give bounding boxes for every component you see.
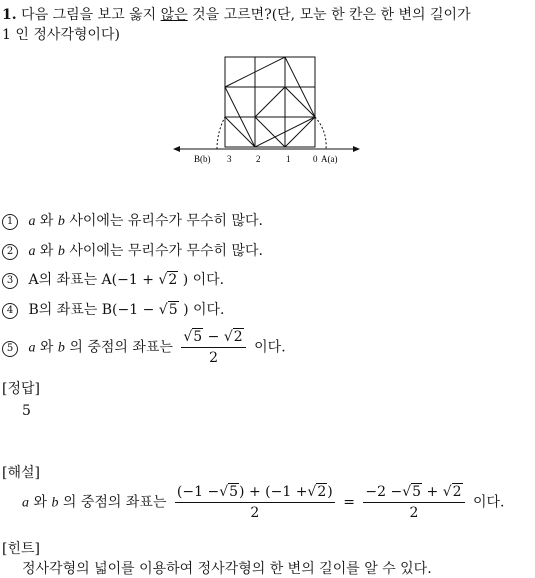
sqrt: √5: [158, 302, 178, 318]
radicand: 2: [452, 484, 462, 500]
explanation-text-post: 이다.: [472, 494, 505, 511]
option-text-pre: A의 좌표는 A(−1 +: [28, 272, 154, 288]
option-marker: 4: [2, 303, 18, 319]
word-wa: 와: [39, 213, 54, 229]
operator: −: [207, 329, 220, 345]
var-b: b: [51, 495, 59, 511]
question-number: 1.: [2, 7, 17, 23]
word-wa: 와: [39, 243, 54, 259]
question-text-b: 것을 고르면?(단, 모눈 한 칸은 한 변의 길이가: [192, 7, 471, 23]
option-marker: 3: [2, 273, 18, 289]
option-4: [2, 299, 224, 319]
label-A: A(a): [321, 154, 338, 164]
var-a: a: [28, 244, 36, 259]
option-text-post: ) 이다.: [183, 302, 225, 318]
number-line-figure: [170, 52, 365, 167]
tick-3: 3: [227, 154, 232, 164]
arc-right: [315, 117, 326, 149]
axis-arrow-left: [173, 146, 180, 152]
sqrt: √2: [158, 272, 178, 288]
option-text: 사이에는 무리수가 무수히 많다.: [69, 243, 263, 259]
answer-header: [정답]: [2, 381, 40, 397]
option-3: [2, 269, 224, 289]
equals-sign: =: [343, 494, 355, 511]
option-text-post: 이다.: [254, 339, 286, 356]
arc-left: [217, 117, 225, 149]
explanation-body: [22, 482, 504, 523]
question-underlined: 않은: [160, 7, 188, 23]
tick-1: 1: [286, 154, 291, 164]
option-text-pre: B의 좌표는 B(−1 −: [28, 302, 155, 318]
question-line-2: 1 인 정사각형이다): [2, 27, 120, 43]
tick-0: 0: [313, 154, 318, 164]
radicand: 2: [317, 484, 327, 500]
question-line-1: [2, 4, 471, 24]
denominator: 2: [409, 505, 419, 521]
question-text-a: 다음 그림을 보고 옳지: [21, 7, 157, 23]
explanation-header: [해설]: [2, 465, 40, 481]
fraction-2: [363, 482, 464, 523]
label-B: B(b): [194, 154, 211, 164]
var-b: b: [57, 214, 65, 229]
radicand: 5: [193, 329, 203, 345]
term: −2 −: [365, 484, 403, 500]
term: ) + (−1 +: [239, 484, 308, 500]
answer-value: 5: [22, 403, 31, 419]
term: ): [327, 484, 333, 500]
option-2: [2, 240, 263, 260]
option-marker: 5: [2, 341, 18, 357]
fraction-1: [175, 482, 335, 523]
var-a: a: [28, 340, 36, 356]
var-a: a: [28, 214, 36, 229]
radicand: 5: [229, 484, 239, 500]
numerator: −2 −√5 + √2: [363, 482, 464, 503]
radicand: 2: [233, 329, 243, 345]
option-marker: 1: [2, 214, 18, 230]
numerator: (−1 −√5) + (−1 +√2): [175, 482, 335, 503]
term: (−1 −: [176, 484, 220, 500]
fraction: [181, 327, 245, 368]
word-wa: 와: [33, 494, 47, 511]
numerator: √5 − √2: [181, 327, 245, 348]
option-5: [2, 327, 286, 368]
option-text-post: ) 이다.: [182, 272, 225, 288]
var-a: a: [22, 495, 29, 511]
option-marker: 2: [2, 244, 18, 260]
axis-arrow-right: [353, 146, 360, 152]
var-b: b: [57, 244, 65, 259]
denominator: 2: [209, 350, 218, 366]
option-text: 사이에는 유리수가 무수히 많다.: [69, 213, 263, 229]
word-wa: 와: [39, 339, 54, 356]
operator: +: [426, 484, 439, 500]
radicand: 2: [168, 272, 178, 288]
denominator: 2: [250, 505, 260, 521]
diagonal-left: [225, 117, 255, 147]
tick-2: 2: [256, 154, 261, 164]
option-1: [2, 210, 263, 230]
var-b: b: [57, 340, 65, 356]
explanation-text: 의 중점의 좌표는: [62, 494, 167, 511]
radicand: 5: [412, 484, 422, 500]
radicand: 5: [168, 302, 178, 318]
hint-text: 정사각형의 넓이를 이용하여 정사각형의 한 변의 길이를 알 수 있다.: [22, 561, 432, 577]
hint-header: [힌트]: [2, 541, 40, 557]
option-text: 의 중점의 좌표는: [69, 339, 173, 356]
